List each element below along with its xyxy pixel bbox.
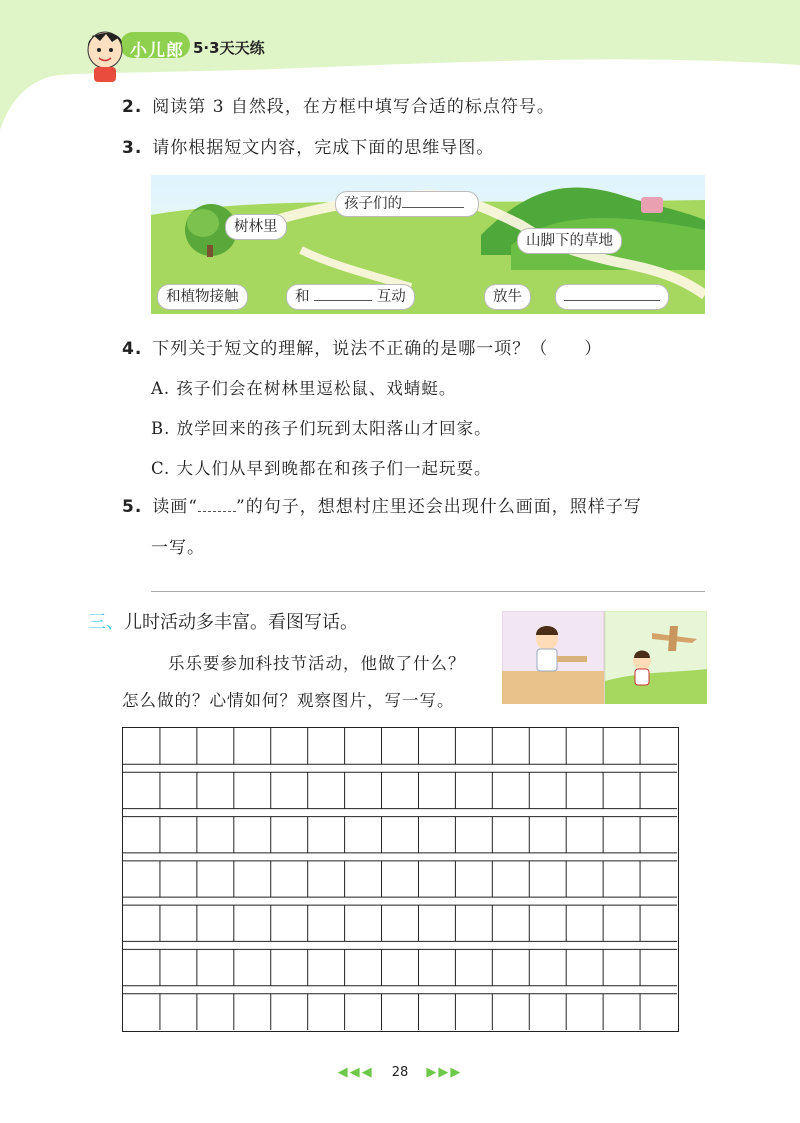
- question-number: 2.: [122, 97, 143, 117]
- question-5-continued: 一写。: [151, 538, 205, 558]
- node-text: 孩子们的: [344, 196, 402, 212]
- section-title: 儿时活动多丰富。看图写话。: [124, 612, 358, 633]
- prompt-line-1: 乐乐要参加科技节活动，他做了什么？: [168, 654, 466, 673]
- fill-blank[interactable]: [402, 207, 464, 208]
- fill-blank[interactable]: [564, 300, 660, 301]
- prompt-line-2: 怎么做的？心情如何？观察图片，写一写。: [122, 691, 455, 710]
- mascot-icon: [80, 26, 130, 84]
- mindmap-bottom-node-2: [286, 284, 415, 310]
- question-number: 3.: [122, 138, 143, 158]
- section-number: 三、: [88, 612, 124, 633]
- question-5: [122, 492, 642, 517]
- question-text: 请你根据短文内容，完成下面的思维导图。: [152, 138, 495, 158]
- option-a[interactable]: A. 孩子们会在树林里逗松鼠、戏蜻蜓。: [151, 379, 457, 398]
- question-4: [122, 334, 602, 359]
- question-text: 读画“: [152, 497, 198, 517]
- question-2: [122, 92, 555, 117]
- mindmap-bottom-node-1: 和植物接触: [157, 284, 248, 310]
- activity-pictures: [502, 611, 707, 704]
- question-text: 阅读第 3 自然段，在方框中填写合适的标点符号。: [152, 97, 555, 117]
- question-number: 4.: [122, 339, 143, 359]
- question-text: 下列关于短文的理解，说法不正确的是哪一项？（ ）: [152, 339, 603, 359]
- brand-logo: 小儿郎: [130, 41, 184, 61]
- question-text: ”的句子，想想村庄里还会出现什么画面，照样子写: [236, 497, 642, 517]
- mindmap-empty-node[interactable]: [555, 284, 669, 310]
- writing-grid-lines: [123, 728, 677, 1030]
- writing-grid[interactable]: [122, 727, 679, 1032]
- mindmap-center-node: [335, 191, 479, 217]
- node-text: 和: [295, 289, 310, 305]
- page-footer: [0, 1065, 800, 1080]
- question-number: 5.: [122, 497, 143, 517]
- right-arrows-icon: ▶▶▶: [426, 1065, 463, 1080]
- section-3-heading: [88, 608, 358, 634]
- mindmap-bottom-node-3: 放牛: [484, 284, 531, 310]
- underline-mark: [198, 511, 236, 512]
- option-c[interactable]: C. 大人们从早到晚都在和孩子们一起玩耍。: [151, 459, 492, 478]
- node-text: 互动: [376, 289, 406, 305]
- page-number: 28: [391, 1065, 409, 1080]
- fill-blank[interactable]: [314, 300, 372, 301]
- option-b[interactable]: B. 放学回来的孩子们玩到太阳落山才回家。: [151, 419, 492, 438]
- series-title: 5·3天天练: [193, 39, 265, 57]
- answer-line[interactable]: [151, 591, 705, 592]
- mindmap-left-node: 树林里: [225, 214, 287, 240]
- left-arrows-icon: ◀◀◀: [337, 1065, 374, 1080]
- mindmap-right-node: 山脚下的草地: [517, 228, 622, 254]
- question-3: [122, 133, 494, 158]
